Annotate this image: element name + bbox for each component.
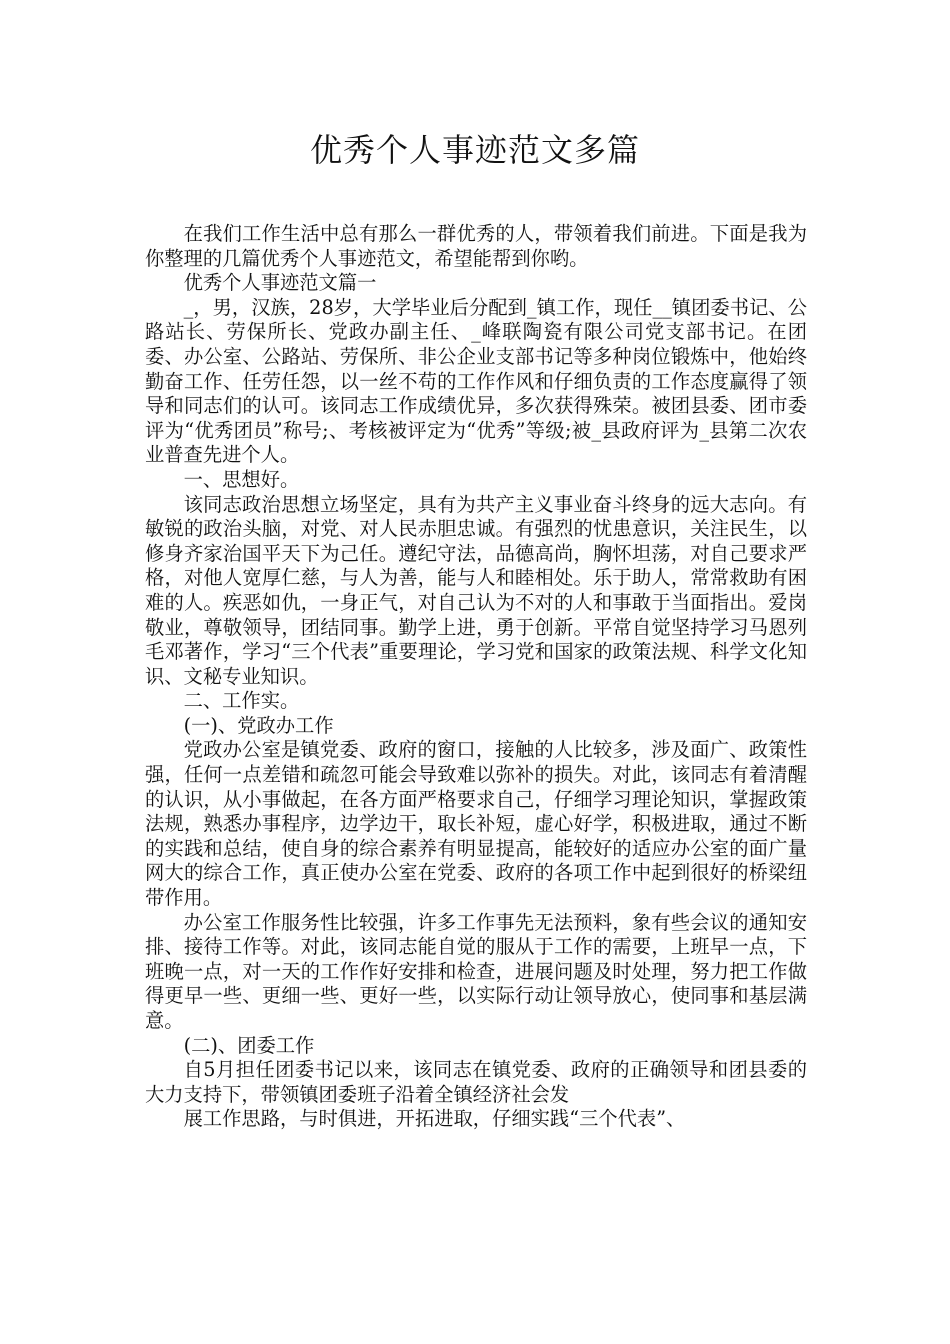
document-title: 优秀个人事迹范文多篇: [309, 131, 640, 169]
heading-subsection-one: (一)、党政办工作: [183, 713, 334, 737]
heading-section-one: 一、思想好。: [183, 467, 300, 491]
paragraph-thought: 该同志政治思想立场坚定，具有为共产主义事业奋斗终身的远大志向。有敏锐的政治头脑，对党、对人民赤胆忠诚。有强烈的忧患意识，关注民生，以修身齐家治国平天下为己任。遵纪守法，品德高尚，胸怀坦荡，对自己要求严格，对他人宽厚仁慈，与人为善，能与人和睦相处。乐于助人，常常救助有困难的人。疾恶如仇，一身正气，对自己认为不对的人和事敢于当面指出。爱岗敬业，尊敬领导，团结同事。勤学上进，勇于创新。平常自觉坚持学习马恩列毛邓著作，学习“三个代表”重要理论，学习党和国家的政策法规、科学文化知识、文秘专业知识。: [145, 492, 807, 688]
paragraph-office-two: 办公室工作服务性比较强，许多工作事先无法预料，象有些会议的通知安排、接待工作等。对此，该同志能自觉的服从于工作的需要，上班早一点，下班晚一点，对一天的工作作好安排和检查，进展问题及时处理，努力把工作做得更早一些、更细一些、更好一些，以实际行动让领导放心，使同事和基层满意。: [145, 910, 807, 1032]
document-body: [145, 222, 807, 1132]
heading-subsection-two: (二)、团委工作: [183, 1033, 315, 1057]
paragraph-office-one: 党政办公室是镇党委、政府的窗口，接触的人比较多，涉及面广、政策性强，任何一点差错和疏忽可能会导致难以弥补的损失。对此，该同志有着清醒的认识，从小事做起，在各方面严格要求自己，仔细学习理论知识，掌握政策法规，熟悉办事程序，边学边干，取长补短，虚心好学，积极进取，通过不断的实践和总结，使自身的综合素养有明显提高，能较好的适应办公室的面广量网大的综合工作，真正使办公室在党委、政府的各项工作中起到很好的桥梁纽带作用。: [145, 738, 807, 910]
paragraph-league-two: 展工作思路，与时俱进，开拓进取，仔细实践“三个代表”、: [183, 1107, 686, 1131]
heading-section-two: 二、工作实。: [183, 689, 300, 713]
paragraph-league-one: 自5月担任团委书记以来，该同志在镇党委、政府的正确领导和团县委的大力支持下，带领镇团委班子沿着全镇经济社会发: [145, 1058, 807, 1106]
paragraph-intro: 在我们工作生活中总有那么一群优秀的人，带领着我们前进。下面是我为你整理的几篇优秀个人事迹范文，希望能帮到你哟。: [145, 222, 807, 270]
heading-article-one: 优秀个人事迹范文篇一: [183, 271, 377, 295]
paragraph-profile: _，男，汉族，28岁，大学毕业后分配到_镇工作，现任__镇团委书记、公路站长、劳保所长、党政办副主任、_峰联陶瓷有限公司党支部书记。在团委、办公室、公路站、劳保所、非公企业支部书记等多种岗位锻炼中，他始终勤奋工作、任劳任怨，以一丝不苟的工作作风和仔细负责的工作态度赢得了领导和同志们的认可。该同志工作成绩优异，多次获得殊荣。被团县委、团市委评为“优秀团员”称号;、考核被评定为“优秀”等级;被_县政府评为_县第二次农业普查先进个人。: [145, 295, 807, 467]
